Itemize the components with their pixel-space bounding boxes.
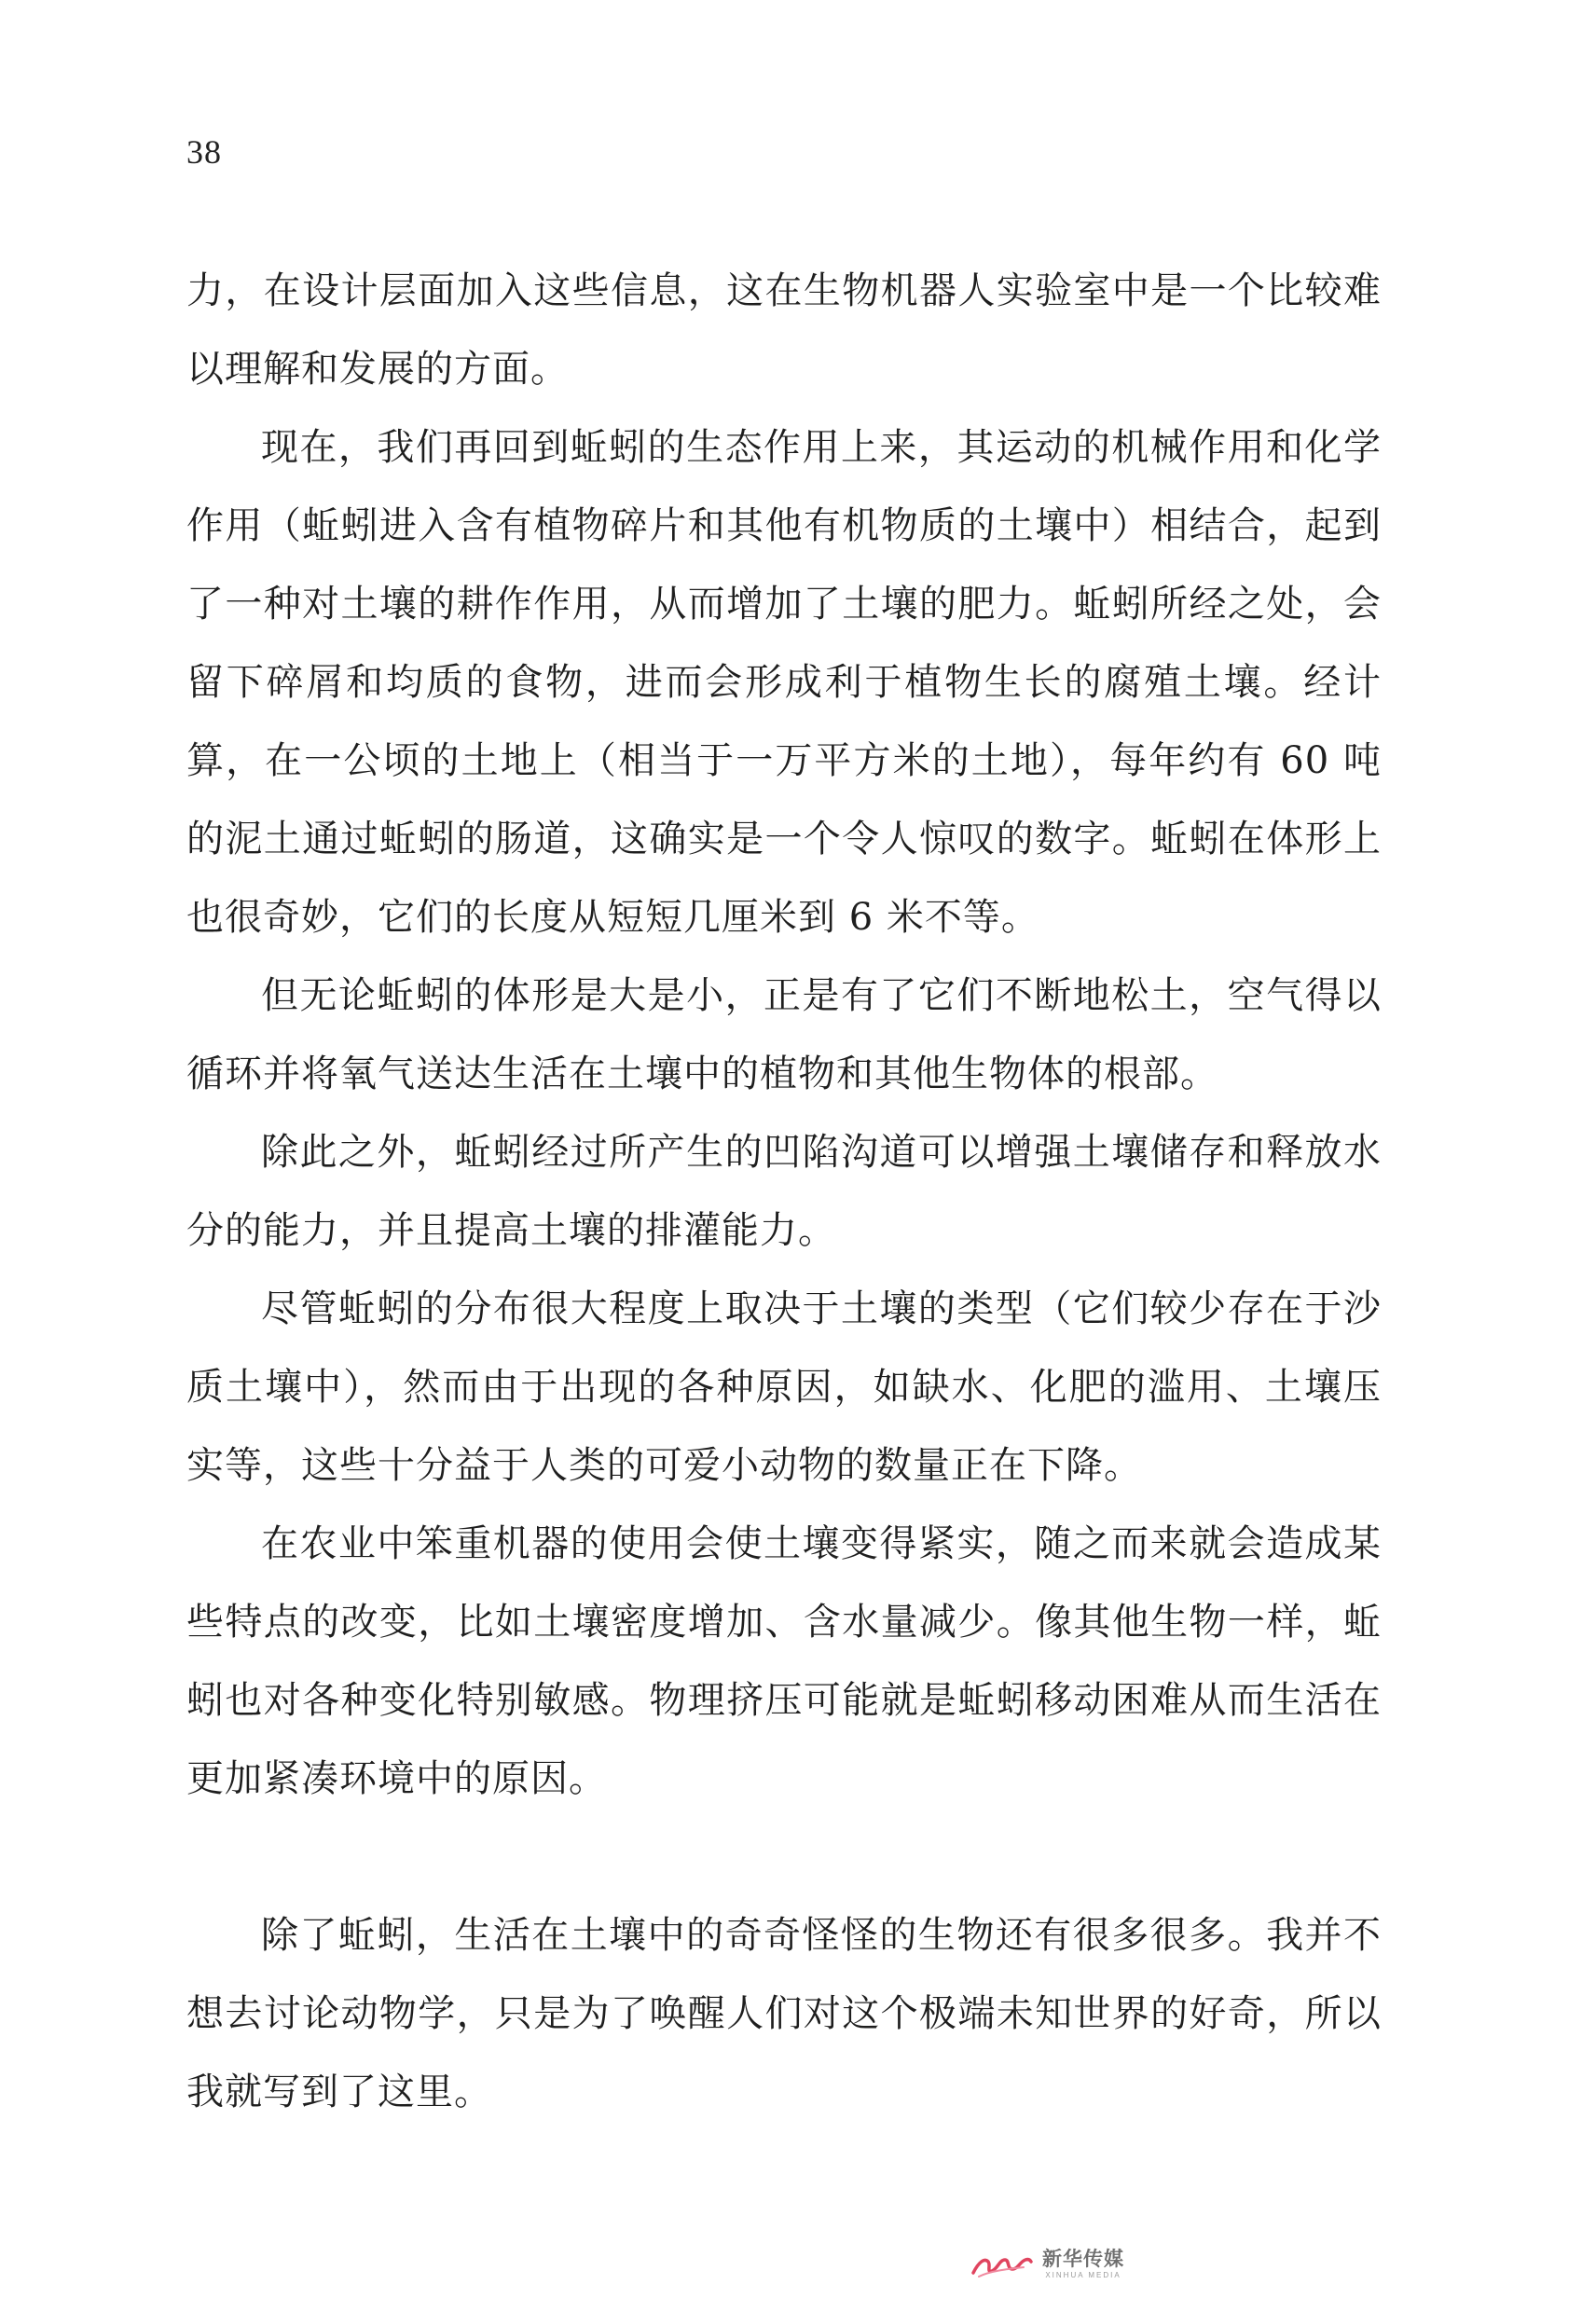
paragraph: 但无论蚯蚓的体形是大是小，正是有了它们不断地松土，空气得以循环并将氧气送达生活在土壤中的植物和其他生物体的根部。 [186, 974, 1382, 1095]
paragraph: 除此之外，蚯蚓经过所产生的凹陷沟道可以增强土壤储存和释放水分的能力，并且提高土壤的排灌能力。 [186, 1131, 1382, 1252]
paragraph: 在农业中笨重机器的使用会使土壤变得紧实，随之而来就会造成某些特点的改变，比如土壤密度增加、含水量减少。像其他生物一样，蚯蚓也对各种变化特别敏感。物理挤压可能就是蚯蚓移动困难从而生活在更加紧凑环境中的原因。 [186, 1522, 1382, 1800]
paragraph: 尽管蚯蚓的分布很大程度上取决于土壤的类型（它们较少存在于沙质土壤中），然而由于出现的各种原因，如缺水、化肥的滥用、土壤压实等，这些十分益于人类的可爱小动物的数量正在下降。 [186, 1287, 1382, 1487]
section-gap [186, 1818, 1382, 1896]
page-number: 38 [186, 133, 222, 171]
paragraph: 除了蚯蚓，生活在土壤中的奇奇怪怪的生物还有很多很多。我并不想去讨论动物学，只是为了唤醒人们对这个极端未知世界的好奇，所以我就写到了这里。 [186, 1914, 1382, 2113]
paragraph-continuation: 力，在设计层面加入这些信息，这在生物机器人实验室中是一个比较难以理解和发展的方面。 [186, 269, 1382, 391]
publisher-logo-text [1042, 2250, 1124, 2279]
publisher-name-en: XINHUA MEDIA [1045, 2271, 1121, 2279]
paragraph: 现在，我们再回到蚯蚓的生态作用上来，其运动的机械作用和化学作用（蚯蚓进入含有植物碎片和其他有机物质的土壤中）相结合，起到了一种对土壤的耕作作用，从而增加了土壤的肥力。蚯蚓所经之处，会留下碎屑和均质的食物，进而会形成利于植物生长的腐殖土壤。经计算，在一公顷的土地上（相当于一万平方米的土地），每年约有 60 吨的泥土通过蚯蚓的肠道，这确实是一个令人惊叹的数字。蚯蚓在体形上也很奇妙，它们的长度从短短几厘米到 6 米不等。 [186, 426, 1382, 939]
body-text [186, 252, 1382, 2131]
publisher-logo [970, 2249, 1124, 2280]
publisher-name-cn: 新华传媒 [1042, 2248, 1124, 2270]
publisher-logo-icon [970, 2249, 1033, 2280]
